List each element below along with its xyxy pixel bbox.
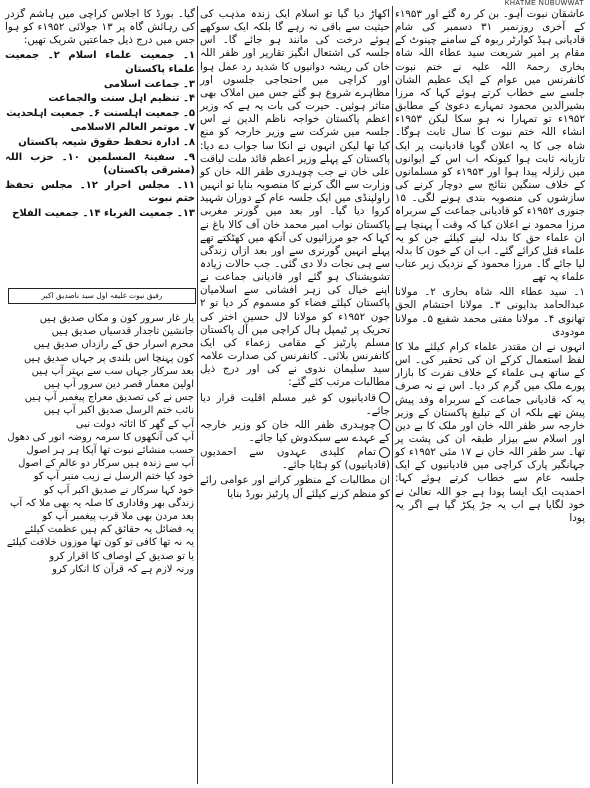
demand-item: قادیانیوں کو غیر مسلم اقلیت قرار دیا جائے۔ [200,391,390,417]
poem-line: یار غار سرور کون و مکاں صدیق ہیں [39,313,194,324]
poem-line: زندگی بھر وفاداری کا صلہ یہ بھی ملا کہ آپ [10,497,194,509]
column-divider-left [197,6,198,784]
poem-line: بعد مردن بھی ملا قرب پیغمبر آپ کو [42,511,194,523]
poem-title-box: رفیق نبوت غلیفہ اول سید ناصدیق اکبر [8,288,196,304]
demands-list [200,392,390,473]
middle-body-text: اکھاڑ دیا گیا تو اسلام ایک زندہ مذہب کی حیثیت سے باقی نہ رہے گا بلکہ ایک سوکھے ہوئے درخت کی مانند ہو جائے گا۔ اس جلسہ کی اشتعال انگیز تقاریر اور ظفر اللہ خان کی ریشہ دوانیوں کا شدید رد عمل ہوا اور کراچی میں احتجاجی جلسوں اور مظاہرے شروع ہو گئے جس میں املاک بھی متاثر ہوئیں۔ حیرت کی بات یہ ہے کہ وزیر اعظم پاکستان خواجہ ناظم الدین نے اس جلسہ میں شرکت سے وزیر خارجہ کو منع کیا تھا لیکن انہوں نے انکا سا جواب دے دیا: پاکستان کے پہلے وزیر اعظم قائد ملت لیاقت علی خان نے جب چوہدری ظفر اللہ خان کو وزارت سے الگ کرنے کا منصوبہ بنایا تو انہیں راولپنڈی میں ایک جلسہ عام کے دوران شہید کروا دیا گیا۔ اور بعد میں گورنر مغربی پاکستان نواب امیر محمد خان آف کالا باغ نے کہا کہ جو مرزائیوں کی آنکھ میں کھٹکتے تھے پہلے انہیں گورنری سے اور بعد ازاں زندگی سے ہی نجات دلا دی گئی۔ جب حالات زیادہ تشویشناک ہو گئے اور قادیانی جماعت نے اپنے خیال کی زہر افشانی سے اسلامیان پاکستان کیلئے فضاء کو مسموم کر دیا تو ۲ جون ۱۹۵۲ء کو مولانا لال حسین اختر کی تحریک پر ٹیمپل ہال کراچی میں آل پاکستان مسلم پارٹیز کے مقامی زعماء کی ایک کانفرنس بلائی۔ کانفرنس کی صدارت علامہ سید سلیمان ندوی نے کی اور درج ذیل مطالبات مرتب کئے گئے: [200,8,390,389]
poem-block [6,312,194,576]
running-header: KHATME NUBUWWAT [504,0,584,7]
poem-line: جس نے کی تصدیق معراج پیغمبر آپ ہیں [24,392,194,404]
right-ulama-list: ۱۔ سید عطاء اللہ شاہ بخاری ۲۔ مولانا عبدالحامد بدایونی ۳۔ مولانا احتشام الحق تھانوی ۴۔ مولانا مفتی محمد شفیع ۵۔ مولانا مودودی [395,286,586,338]
party-item: ۵۔ جمعیت اہلسنت ۶۔ جمعیت اہلحدیث [6,107,195,119]
demand-item: چوہدری ظفر اللہ خان کو وزیر خارجہ کے عہدے سے سبکدوش کیا جائے۔ [200,418,390,444]
bullet-circle-icon [379,392,390,403]
middle-tail-text: ان مطالبات کے منظور کرانے اور عوامی رائے کو منظم کرنے کیلئے آل پارٹیز بورڈ بنایا [200,474,390,500]
poem-line: محرم اسرار حق کے رازداں صدیق ہیں [33,339,194,351]
demand-item: تمام کلیدی عہدوں سے احمدیوں (قادیانیوں) کو ہٹایا جائے۔ [200,446,390,472]
poem-line: کون پہنچا اس بلندی پر جہاں صدیق ہیں [24,352,194,364]
party-item: ۱۱۔ مجلس احرار ۱۲۔ مجلس تحفظ ختم نبوت [5,179,195,205]
poem-line: خود کیا ختم الرسل نے زیب منبر آپ کو [33,471,194,483]
poem-line: خود کہا سرکار نے صدیق اکبر آپ کو [44,484,194,496]
poem-line: بعد سرکار جہاں سب سے بہتر آپ ہیں [31,365,194,377]
left-intro-text: گیا۔ بورڈ کا اجلاس کراچی میں ہاشم گزدر کی رہائش گاہ پر ۱۳ جولائی ۱۹۵۲ء کو ہوا جس میں درج ذیل جماعتیں شریک تھیں: [5,8,195,47]
poem-line: یہ فضائل یہ حقائق کم ہیں عظمت کیلئے [24,524,194,536]
bullet-circle-icon [379,419,390,430]
column-divider-right [392,6,393,784]
poem-line: اولین معمار قصر دین سرور آپ ہیں [43,379,194,391]
party-item: ۷۔ موتمر العالم الاسلامی [70,122,195,134]
poem-line: یہ نہ تھا کافی تو کون تھا موزوں خلافت کیلئے [6,537,194,549]
party-item: ۸۔ ادارہ تحفظ حقوق شیعہ پاکستان [18,137,195,149]
poem-line: آپ کی آنکھوں کا سرمہ روضہ انور کی دھول [7,431,194,443]
right-body-text: عاشقان نبوت آہو۔ بن کر رہ گئے اور ۱۹۵۳ء کے آخری روزنمبر ۳۱ دسمبر کی شام قادیانی ہیڈ کوارٹر ربوہ کے سامنے چینوٹ کے مقام پر امیر شریعت سید عطاء اللہ شاہ بخاری رحمۃ اللہ علیہ نے ختم نبوت کانفرنس میں عوام کے ایک عظیم الشان جلسے سے خطاب کرتے ہوئے کہا کہ مرزا بشیرالدین محمود تمہارے دعویٰ کے مطابق ۱۹۵۲ء تو تمہارا نہ ہو سکا لیکن ۱۹۵۳ء انشاء اللہ ختم نبوت کا سال ثابت ہوگا۔ شاہ جی کا یہ اعلان گویا قادیانیت پر ایک تازیانہ ثابت ہوا کیونکہ اب اس کے ایوانوں میں زلزلہ پیدا ہوا اور ۱۹۵۳ء کو مسلمانوں کے خلاف سنگین نتائج سے دوچار کرنے کی سازشوں کی منصوبہ بندی ہونے لگی۔ ۱۵ جنوری ۱۹۵۲ء کو قادیانی جماعت کے سربراہ مرزا محمود نے اعلان کیا کہ وقت آ پہنچا ہے ان علماء حق کا بدلہ لینے کیلئے جن کو یہ علماء قتل کرائے گئے۔ اب ان کے خون کا بدلہ لیا جائے گا۔ مرزا محمود کے نزدیک زیر عتاب علماء یہ تھے [395,8,586,284]
right-tail-text: انہوں نے ان مقتدر علماء کرام کیلئے ملا کا لفظ استعمال کرکے ان کی تحقیر کی۔ اس کے ساتھ ہی علماء کے خلاف نفرت کا بازار پورے ملک میں گرم کر دیا۔ اس نے نہ صرف یہ کہ قادیانی جماعت کے سربراہ وفد پیش پیش تھے بلکہ ان کے تبلیغ پاکستان کے وزیر خارجہ سر ظفر اللہ خان اور ملک کا بے دین اور اسلام سے بیزار طبقہ ان کی پشت پر تھا۔ سر ظفر اللہ خان نے ۱۷ مئی ۱۹۵۲ء کو جہانگیر پارک کراچی میں قادیانیوں کے ایک جلسہ عام سے خطاب کرتے ہوئے کہا: احمدیت ایک ایسا پودا ہے جو اللہ تعالیٰ نے خود لگایا ہے اب یہ جڑ پکڑ گیا ہے اگر یہ پودا [395,340,585,524]
party-item: ۱۳۔ جمعیت الغرباء ۱۴۔ جمعیت الفلاح [12,208,195,219]
poem-line: آپ سے زندہ ہیں سرکار دو عالم کے اصول [18,458,194,470]
poem-line: یا تو صدیق کے اوصاف کا اقرار کرو [49,550,194,562]
party-item: ۱۔ جمعیت علماء اسلام ۲۔ جمعیت علماء پاکستان [5,50,195,76]
poem-line: نائب ختم الرسل صدیق اکبر آپ ہیں [43,405,194,417]
party-item: ۴۔ تنظیم اہل سنت والجماعت [48,93,195,105]
poem-line: جانشین تاجدار قدسیاں صدیق ہیں [51,326,194,338]
parties-list [5,49,195,220]
poem-line: ورنہ لازم ہے کہ قرآن کا انکار کرو [52,563,194,575]
poem-line: حسب منشائے نبوت تھا آپکا ہر ہر اصول [26,445,194,457]
bullet-circle-icon [379,447,390,458]
article-column-right [395,8,585,525]
article-column-left [5,8,195,223]
party-item: ۳۔ جماعت اسلامی [103,78,195,90]
poem-line: آپ کے گھر کا اثاثہ دولت نبی [75,418,194,430]
party-item: ۹۔ سفینۃ المسلمین ۱۰۔ حزب اللہ (مشرقی پاکستان) [5,151,195,177]
article-column-middle [200,8,390,501]
